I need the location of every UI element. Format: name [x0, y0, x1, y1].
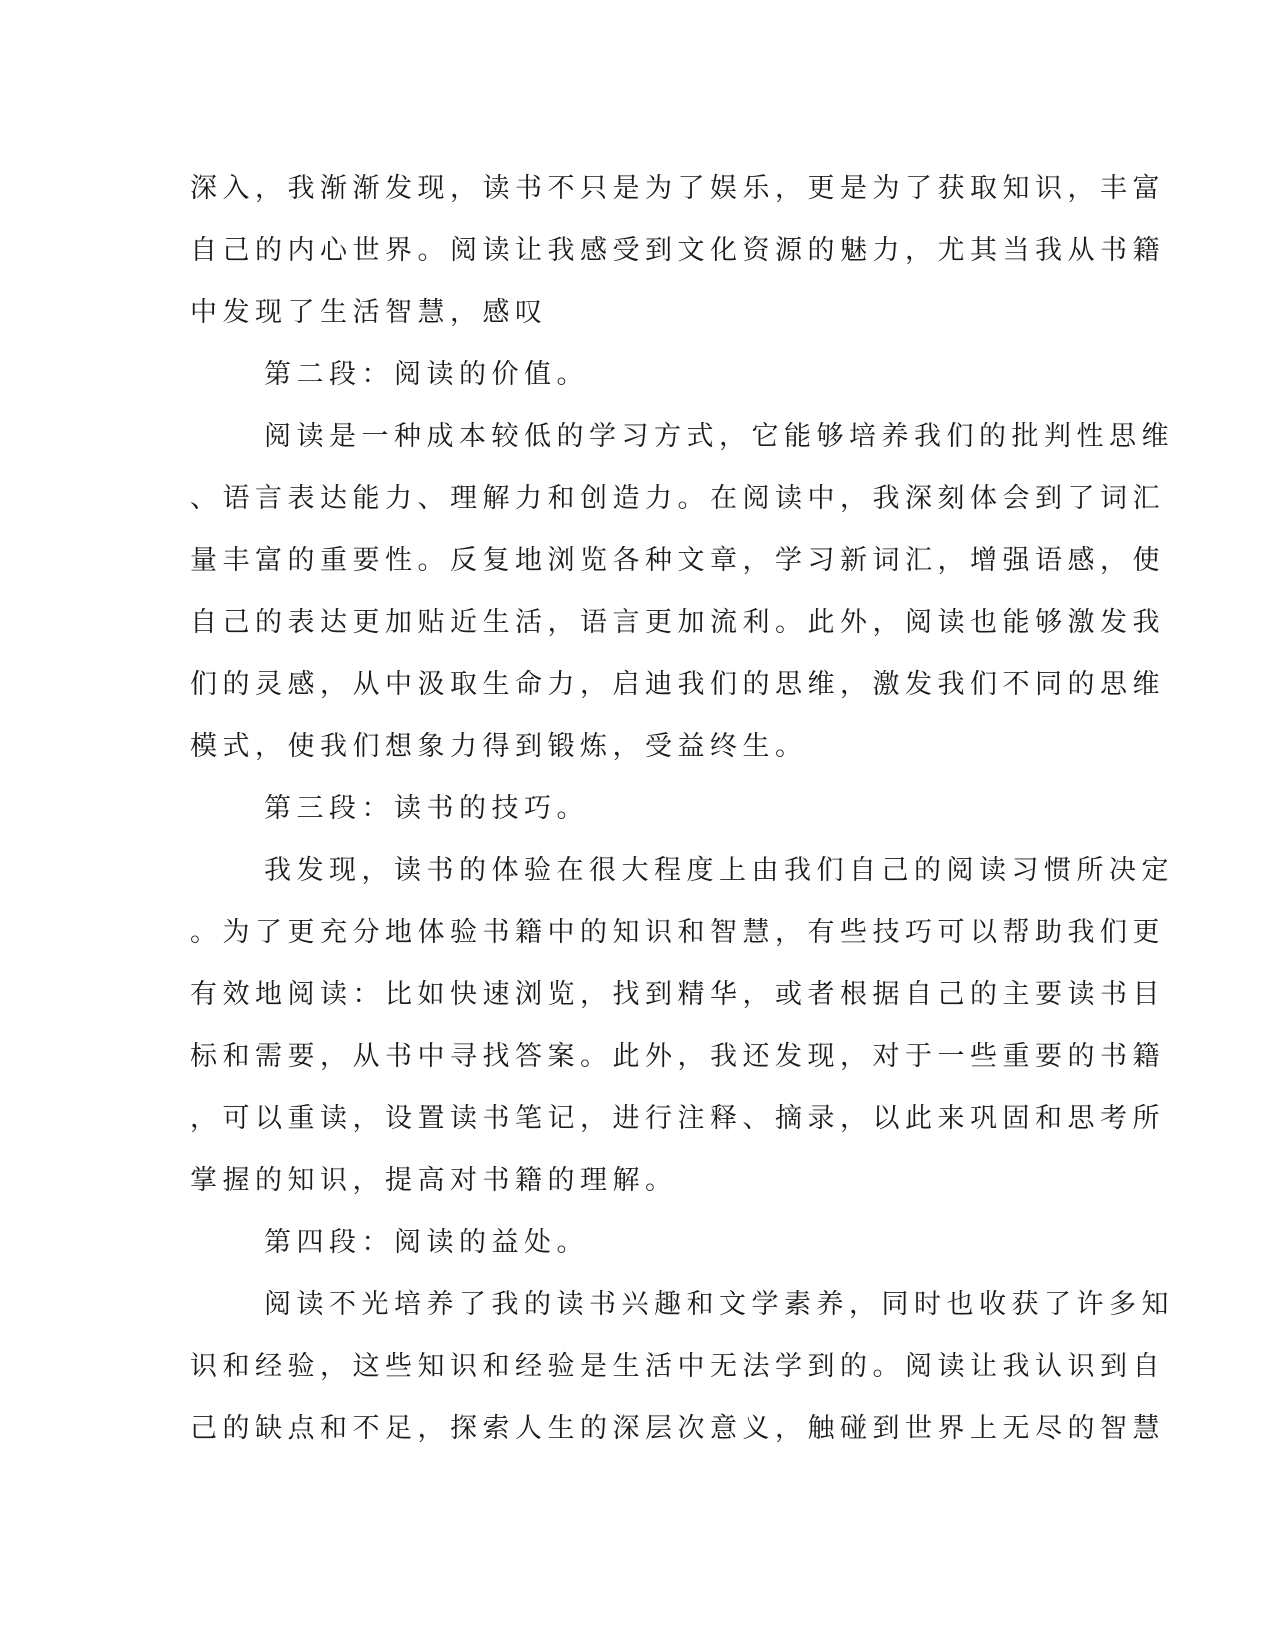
paragraph-line: 识和经验，这些知识和经验是生活中无法学到的。阅读让我认识到自 [190, 1351, 1165, 1382]
paragraph-line: 有效地阅读：比如快速浏览，找到精华，或者根据自己的主要读书目 [190, 979, 1165, 1010]
section-heading-3: 第三段：读书的技巧。 [264, 793, 589, 824]
section-heading-2: 第二段：阅读的价值。 [264, 359, 589, 390]
paragraph-line: 阅读不光培养了我的读书兴趣和文学素养，同时也收获了许多知 [264, 1289, 1174, 1320]
document-body [190, 158, 1174, 1460]
paragraph-line: 深入，我渐渐发现，读书不只是为了娱乐，更是为了获取知识，丰富 [190, 173, 1165, 204]
paragraph-line: 们的灵感，从中汲取生命力，启迪我们的思维，激发我们不同的思维 [190, 669, 1165, 700]
paragraph-line: 己的缺点和不足，探索人生的深层次意义，触碰到世界上无尽的智慧 [190, 1413, 1165, 1444]
paragraph-line: 量丰富的重要性。反复地浏览各种文章，学习新词汇，增强语感，使 [190, 545, 1165, 576]
paragraph-line: 自己的表达更加贴近生活，语言更加流利。此外，阅读也能够激发我 [190, 607, 1165, 638]
paragraph-line: 模式，使我们想象力得到锻炼，受益终生。 [190, 731, 808, 762]
paragraph-line: 掌握的知识，提高对书籍的理解。 [190, 1165, 678, 1196]
paragraph-line: 我发现，读书的体验在很大程度上由我们自己的阅读习惯所决定 [264, 855, 1174, 886]
paragraph-line: 阅读是一种成本较低的学习方式，它能够培养我们的批判性思维 [264, 421, 1174, 452]
paragraph-line: 。为了更充分地体验书籍中的知识和智慧，有些技巧可以帮助我们更 [190, 917, 1165, 948]
paragraph-line: 自己的内心世界。阅读让我感受到文化资源的魅力，尤其当我从书籍 [190, 235, 1165, 266]
paragraph-line: 标和需要，从书中寻找答案。此外，我还发现，对于一些重要的书籍 [190, 1041, 1165, 1072]
paragraph-line: ，可以重读，设置读书笔记，进行注释、摘录，以此来巩固和思考所 [190, 1103, 1165, 1134]
section-heading-4: 第四段：阅读的益处。 [264, 1227, 589, 1258]
paragraph-line: 、语言表达能力、理解力和创造力。在阅读中，我深刻体会到了词汇 [190, 483, 1165, 514]
paragraph-line: 中发现了生活智慧，感叹 [190, 297, 548, 328]
